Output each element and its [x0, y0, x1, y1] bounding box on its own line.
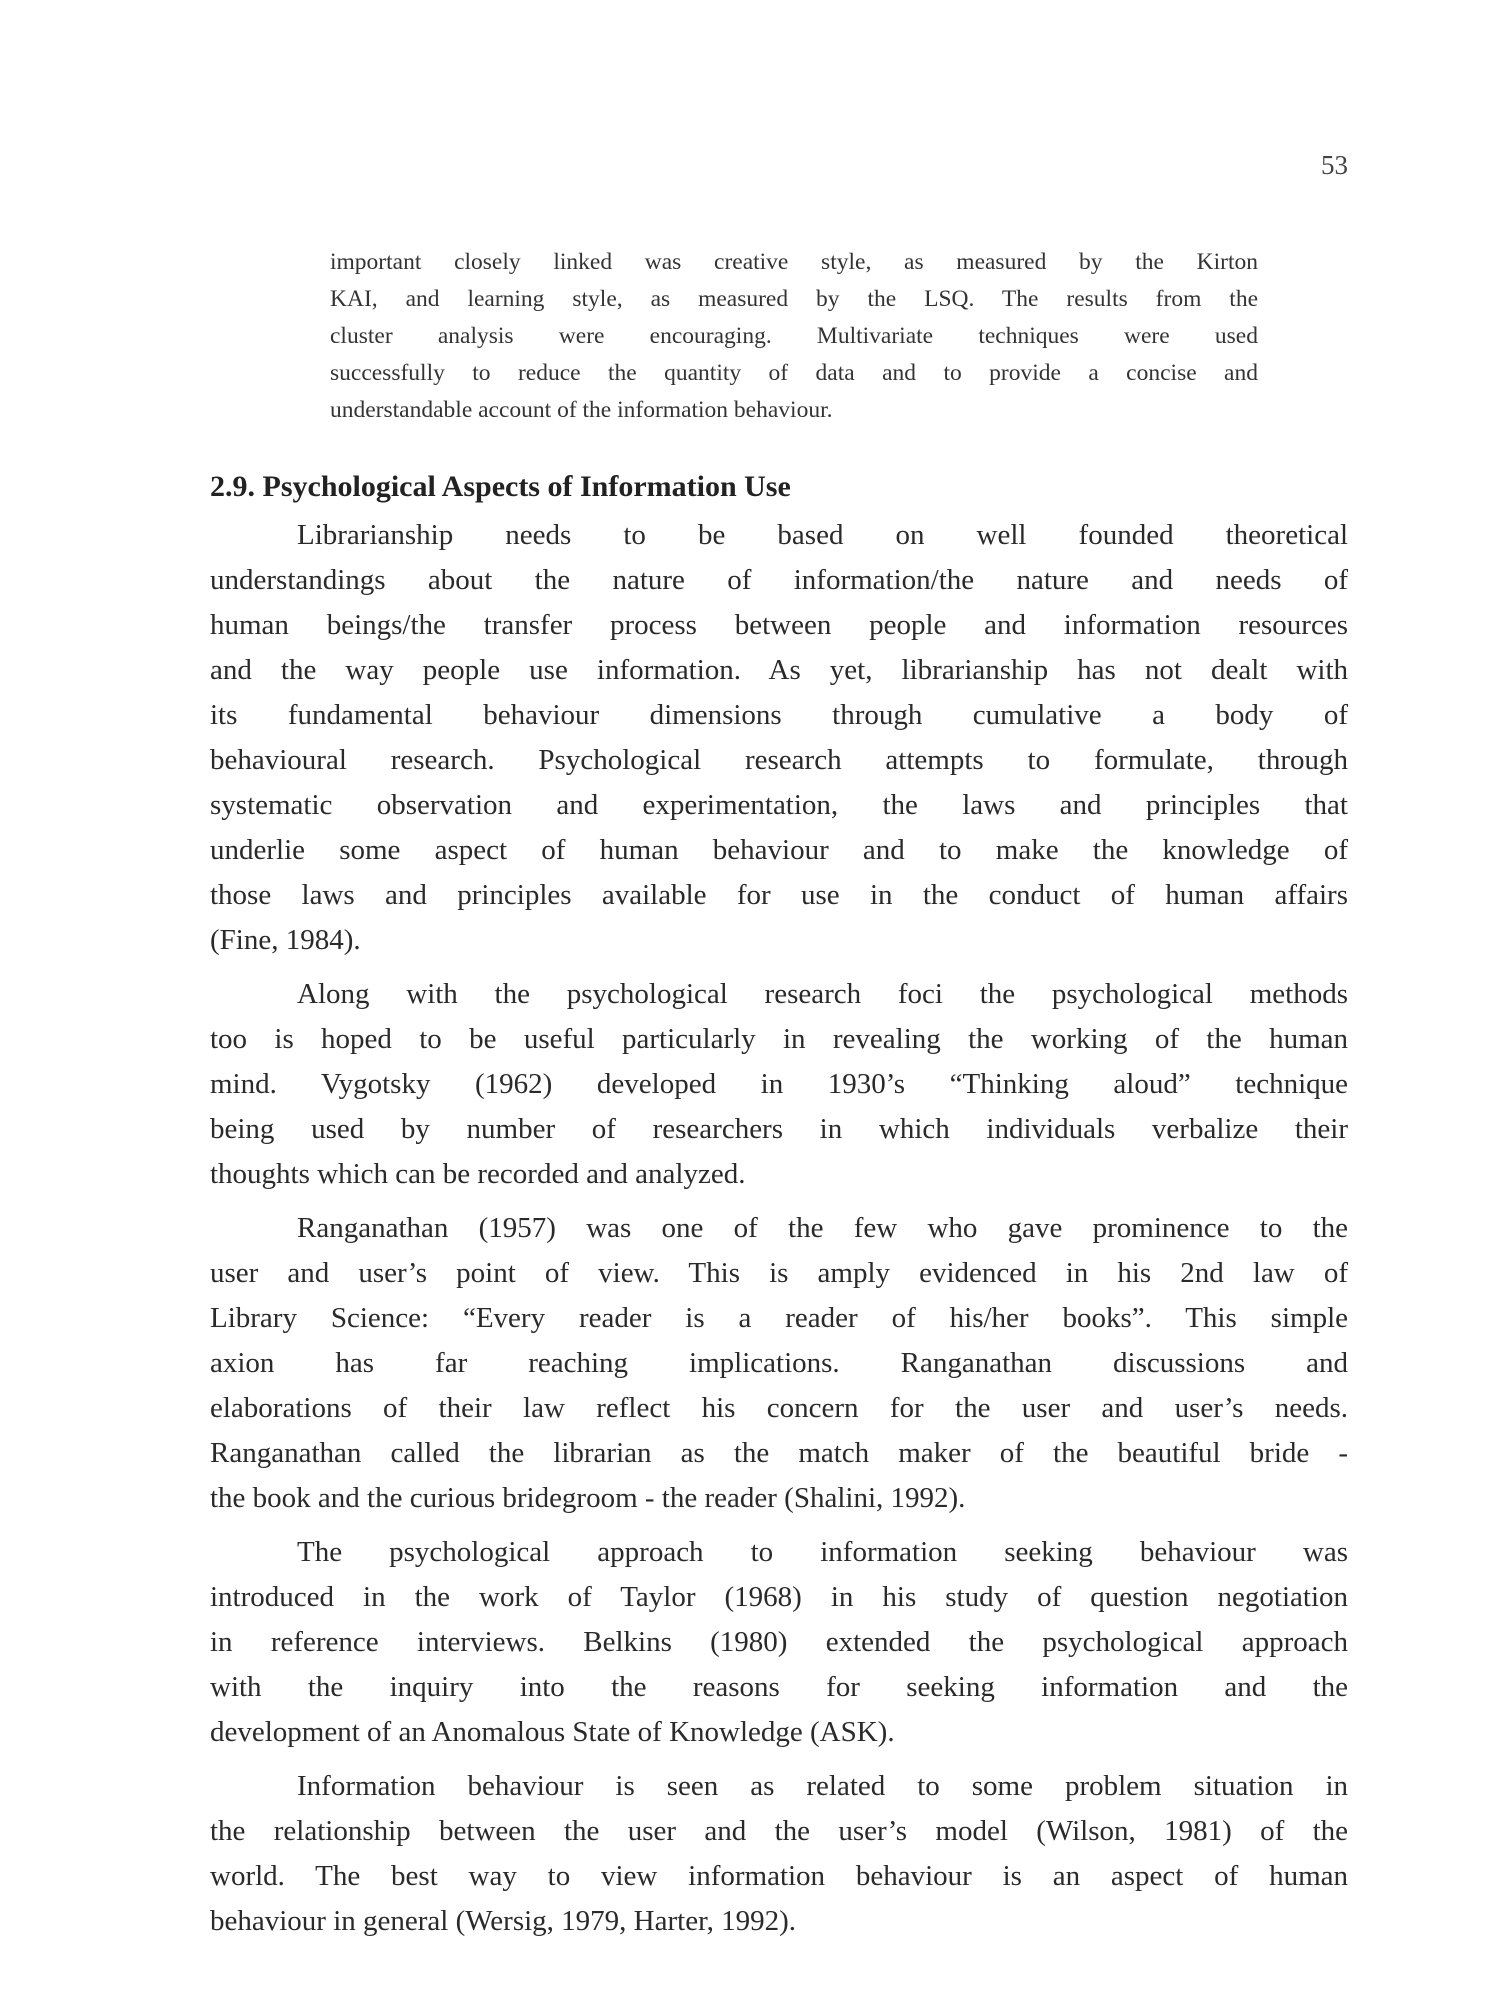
paragraph-line: in reference interviews. Belkins (1980) extended the psychological approach [210, 1626, 1348, 1658]
paragraph-line: underlie some aspect of human behaviour and to make the knowledge of [210, 834, 1348, 866]
paragraph-line: being used by number of researchers in which individuals verbalize their [210, 1113, 1348, 1145]
paragraph-line: with the inquiry into the reasons for seeking information and the [210, 1671, 1348, 1703]
paragraph-line: thoughts which can be recorded and analyzed. [210, 1158, 746, 1190]
paragraph-line: (Fine, 1984). [210, 924, 361, 956]
paragraph-line: and the way people use information. As yet, librarianship has not dealt with [210, 654, 1348, 686]
quote-line: successfully to reduce the quantity of data and to provide a concise and [330, 360, 1258, 386]
paragraph-line: understandings about the nature of information/the nature and needs of [210, 564, 1348, 596]
paragraph-line: development of an Anomalous State of Knowledge (ASK). [210, 1716, 895, 1748]
paragraph-line: behavioural research. Psychological research attempts to formulate, through [210, 744, 1348, 776]
paragraph-line: the relationship between the user and the user’s model (Wilson, 1981) of the [210, 1815, 1348, 1847]
paragraph-line: world. The best way to view information behaviour is an aspect of human [210, 1860, 1348, 1892]
paragraph-line: those laws and principles available for use in the conduct of human affairs [210, 879, 1348, 911]
paragraph-line: axion has far reaching implications. Ranganathan discussions and [210, 1347, 1348, 1379]
indented-quote-block [330, 244, 1258, 429]
paragraph [210, 1764, 1348, 1944]
paragraph-line: its fundamental behaviour dimensions through cumulative a body of [210, 699, 1348, 731]
paragraph-line: Library Science: “Every reader is a reader of his/her books”. This simple [210, 1302, 1348, 1334]
paragraph [210, 1530, 1348, 1755]
paragraph-line: behaviour in general (Wersig, 1979, Harter, 1992). [210, 1905, 796, 1937]
paragraph-line: Information behaviour is seen as related to some problem situation in [297, 1770, 1348, 1802]
paragraph-line: systematic observation and experimentation, the laws and principles that [210, 789, 1348, 821]
paragraph-line: Along with the psychological research foci the psychological methods [297, 978, 1348, 1010]
paragraph-line: user and user’s point of view. This is amply evidenced in his 2nd law of [210, 1257, 1348, 1289]
quote-line: cluster analysis were encouraging. Multivariate techniques were used [330, 323, 1258, 349]
paragraph [210, 1206, 1348, 1521]
paragraph-line: human beings/the transfer process between people and information resources [210, 609, 1348, 641]
paragraph-line: The psychological approach to information seeking behaviour was [297, 1536, 1348, 1568]
paragraph-line: the book and the curious bridegroom - the reader (Shalini, 1992). [210, 1482, 966, 1514]
paragraph-line: elaborations of their law reflect his concern for the user and user’s needs. [210, 1392, 1348, 1424]
paragraph [210, 972, 1348, 1197]
body-text [210, 513, 1348, 1953]
paragraph-line: mind. Vygotsky (1962) developed in 1930’s “Thinking aloud” technique [210, 1068, 1348, 1100]
quote-line: understandable account of the information behaviour. [330, 397, 833, 423]
paragraph [210, 513, 1348, 963]
paragraph-line: Librarianship needs to be based on well founded theoretical [297, 519, 1348, 551]
quote-line: important closely linked was creative style, as measured by the Kirton [330, 249, 1258, 275]
paragraph-line: too is hoped to be useful particularly in revealing the working of the human [210, 1023, 1348, 1055]
page-number: 53 [1321, 150, 1348, 180]
quote-line: KAI, and learning style, as measured by the LSQ. The results from the [330, 286, 1258, 312]
paragraph-line: introduced in the work of Taylor (1968) in his study of question negotiation [210, 1581, 1348, 1613]
paragraph-line: Ranganathan (1957) was one of the few who gave prominence to the [297, 1212, 1348, 1244]
section-heading: 2.9. Psychological Aspects of Information Use [210, 470, 791, 503]
paragraph-line: Ranganathan called the librarian as the match maker of the beautiful bride - [210, 1437, 1348, 1469]
